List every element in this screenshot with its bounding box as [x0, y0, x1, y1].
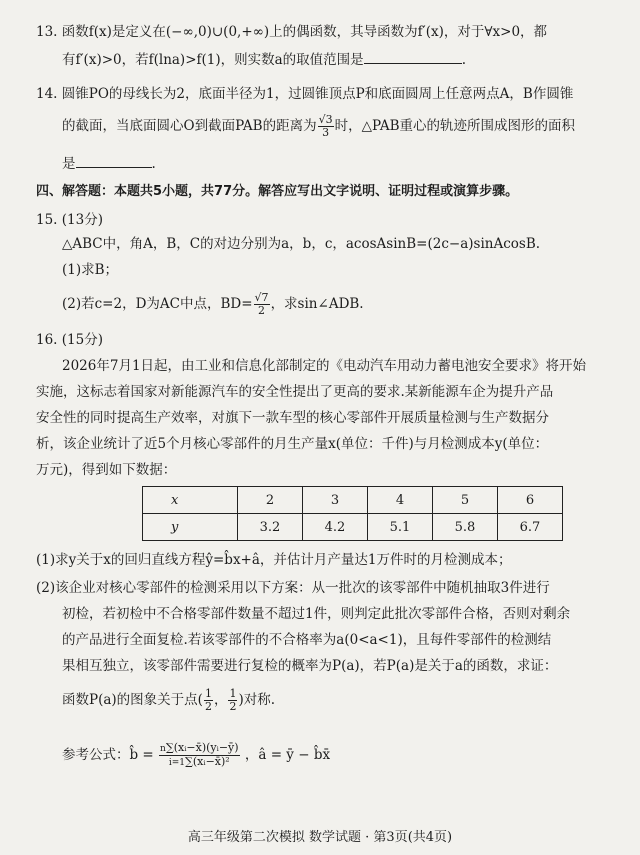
ref-sum-bottom: i=1 — [168, 758, 186, 768]
table-cell: 4.2 — [303, 514, 368, 541]
q16-para-line: 安全性的同时提高生产效率，对旗下一款车型的核心零部件开展质量检测与生产数据分 — [36, 410, 549, 426]
q16-part2-last-text: 函数P(a)的图象关于点( — [62, 692, 203, 708]
q16-reference-formula — [62, 742, 330, 769]
q14-line3-text: 是 — [62, 156, 76, 172]
table-cell: 3 — [303, 487, 368, 514]
ref-num-expr: ∑(xᵢ−x̄)(yᵢ−ȳ) — [165, 741, 239, 754]
q15-bd-fraction — [254, 292, 270, 317]
q14-line2-tail: 时，△PAB重心的轨迹所围成图形的面积 — [334, 118, 576, 134]
q13-answer-blank — [364, 51, 462, 64]
q15-part2-tail: ，求sin∠ADB. — [270, 296, 364, 312]
q16-comma: ， — [213, 692, 228, 708]
q14-line3-end: . — [151, 156, 156, 172]
table-cell: 3.2 — [238, 514, 303, 541]
q16-part2-line: 果相互独立，该零部件需要进行复检的概率为P(a)，若P(a)是关于a的函数，求证： — [62, 658, 558, 674]
q16-frac-den: 2 — [229, 700, 237, 713]
q16-point-y-fraction — [228, 688, 237, 713]
q14-frac-num: √3 — [318, 113, 333, 126]
q15-part2 — [62, 292, 364, 317]
q15-part1: (1)求B； — [62, 262, 119, 278]
q16-para-line: 实施，这标志着国家对新能源汽车的安全性提出了更高的要求.某新能源车企为提升产品 — [36, 384, 554, 400]
q16-heading: 16. (15分) — [36, 332, 103, 348]
q15-stem: △ABC中，角A，B，C的对边分别为a，b，c，acosAsinB=(2c−a)sinAcosB. — [62, 236, 541, 252]
ref-sum-top: n — [160, 744, 166, 754]
table-cell: 2 — [238, 487, 303, 514]
q16-part1: (1)求y关于x的回归直线方程ŷ=b̂x+â，并估计月产量达1万件时的月检测成本； — [36, 552, 512, 568]
q13-line2-text: 有f′(x)>0，若f(lna)>f(1)，则实数a的取值范围是 — [62, 52, 364, 68]
q13-line2-end: . — [461, 52, 466, 68]
q16-para-line: 析，该企业统计了近5个月核心零部件的月生产量x(单位：千件)与月检测成本y(单位： — [36, 436, 549, 452]
q13-line1: 13. 函数f(x)是定义在(−∞,0)∪(0,+∞)上的偶函数，其导函数为f′(x)，对于∀x>0，都 — [36, 24, 548, 40]
q14-line2 — [62, 114, 575, 139]
q16-para-line: 2026年7月1日起，由工业和信息化部制定的《电动汽车用动力蓄电池安全要求》将开始 — [62, 358, 587, 374]
q16-part2-line: 的产品进行全面复检.若该零部件的不合格率为a(0<a<1)，且每件零部件的检测结 — [62, 632, 552, 648]
q16-para-line: 万元)，得到如下数据： — [36, 462, 177, 478]
section-4-heading: 四、解答题：本题共5小题，共77分。解答应写出文字说明、证明过程或演算步骤。 — [36, 184, 519, 199]
table-cell: 5.1 — [368, 514, 433, 541]
q15-frac-den: 2 — [258, 304, 266, 317]
ref-tail: ，â = ȳ − b̂x̄ — [244, 747, 331, 763]
table-row — [143, 514, 563, 541]
table-row — [143, 487, 563, 514]
q16-part2-line: 初检，若初检中不合格零部件数量不超过1件，则判定此批次零部件合格，否则对剩余 — [62, 606, 571, 622]
q16-frac-num: 1 — [204, 687, 212, 700]
q16-part2-line: (2)该企业对核心零部件的检测采用以下方案：从一批次的该零部件中随机抽取3件进行 — [36, 580, 550, 596]
q14-distance-fraction — [318, 114, 334, 139]
ref-b-fraction — [159, 742, 240, 769]
q16-point-x-fraction — [204, 688, 213, 713]
table-header-x: x — [143, 487, 238, 514]
ref-label: 参考公式：b̂ = — [62, 747, 154, 763]
q16-part2-last-tail: )对称. — [238, 692, 275, 708]
q16-data-table — [142, 486, 563, 541]
ref-den-expr: ∑(xᵢ−x̄)² — [185, 755, 230, 768]
page-footer: 高三年级第二次模拟 数学试题 · 第3页(共4页) — [187, 830, 453, 845]
table-cell: 5.8 — [433, 514, 498, 541]
q14-line3 — [62, 154, 156, 174]
table-cell: 6 — [498, 487, 563, 514]
q15-part2-text: (2)若c=2，D为AC中点，BD= — [62, 296, 253, 312]
q13-line2 — [62, 50, 466, 70]
table-cell: 6.7 — [498, 514, 563, 541]
ref-denominator — [159, 756, 240, 769]
q16-part2-last — [62, 688, 275, 713]
q14-line1: 14. 圆锥PO的母线长为2，底面半径为1，过圆锥顶点P和底面圆周上任意两点A，B作圆锥 — [36, 86, 574, 102]
q14-answer-blank — [76, 155, 152, 168]
q16-frac-num: 1 — [229, 687, 237, 700]
table-cell: 4 — [368, 487, 433, 514]
q15-heading: 15. (13分) — [36, 212, 103, 228]
q15-frac-num: √7 — [254, 291, 269, 304]
ref-numerator — [159, 742, 240, 756]
q16-frac-den: 2 — [204, 700, 212, 713]
table-header-y: y — [143, 514, 238, 541]
q14-line2-text: 的截面，当底面圆心O到截面PAB的距离为 — [62, 118, 317, 134]
q14-frac-den: 3 — [322, 126, 330, 139]
table-cell: 5 — [433, 487, 498, 514]
